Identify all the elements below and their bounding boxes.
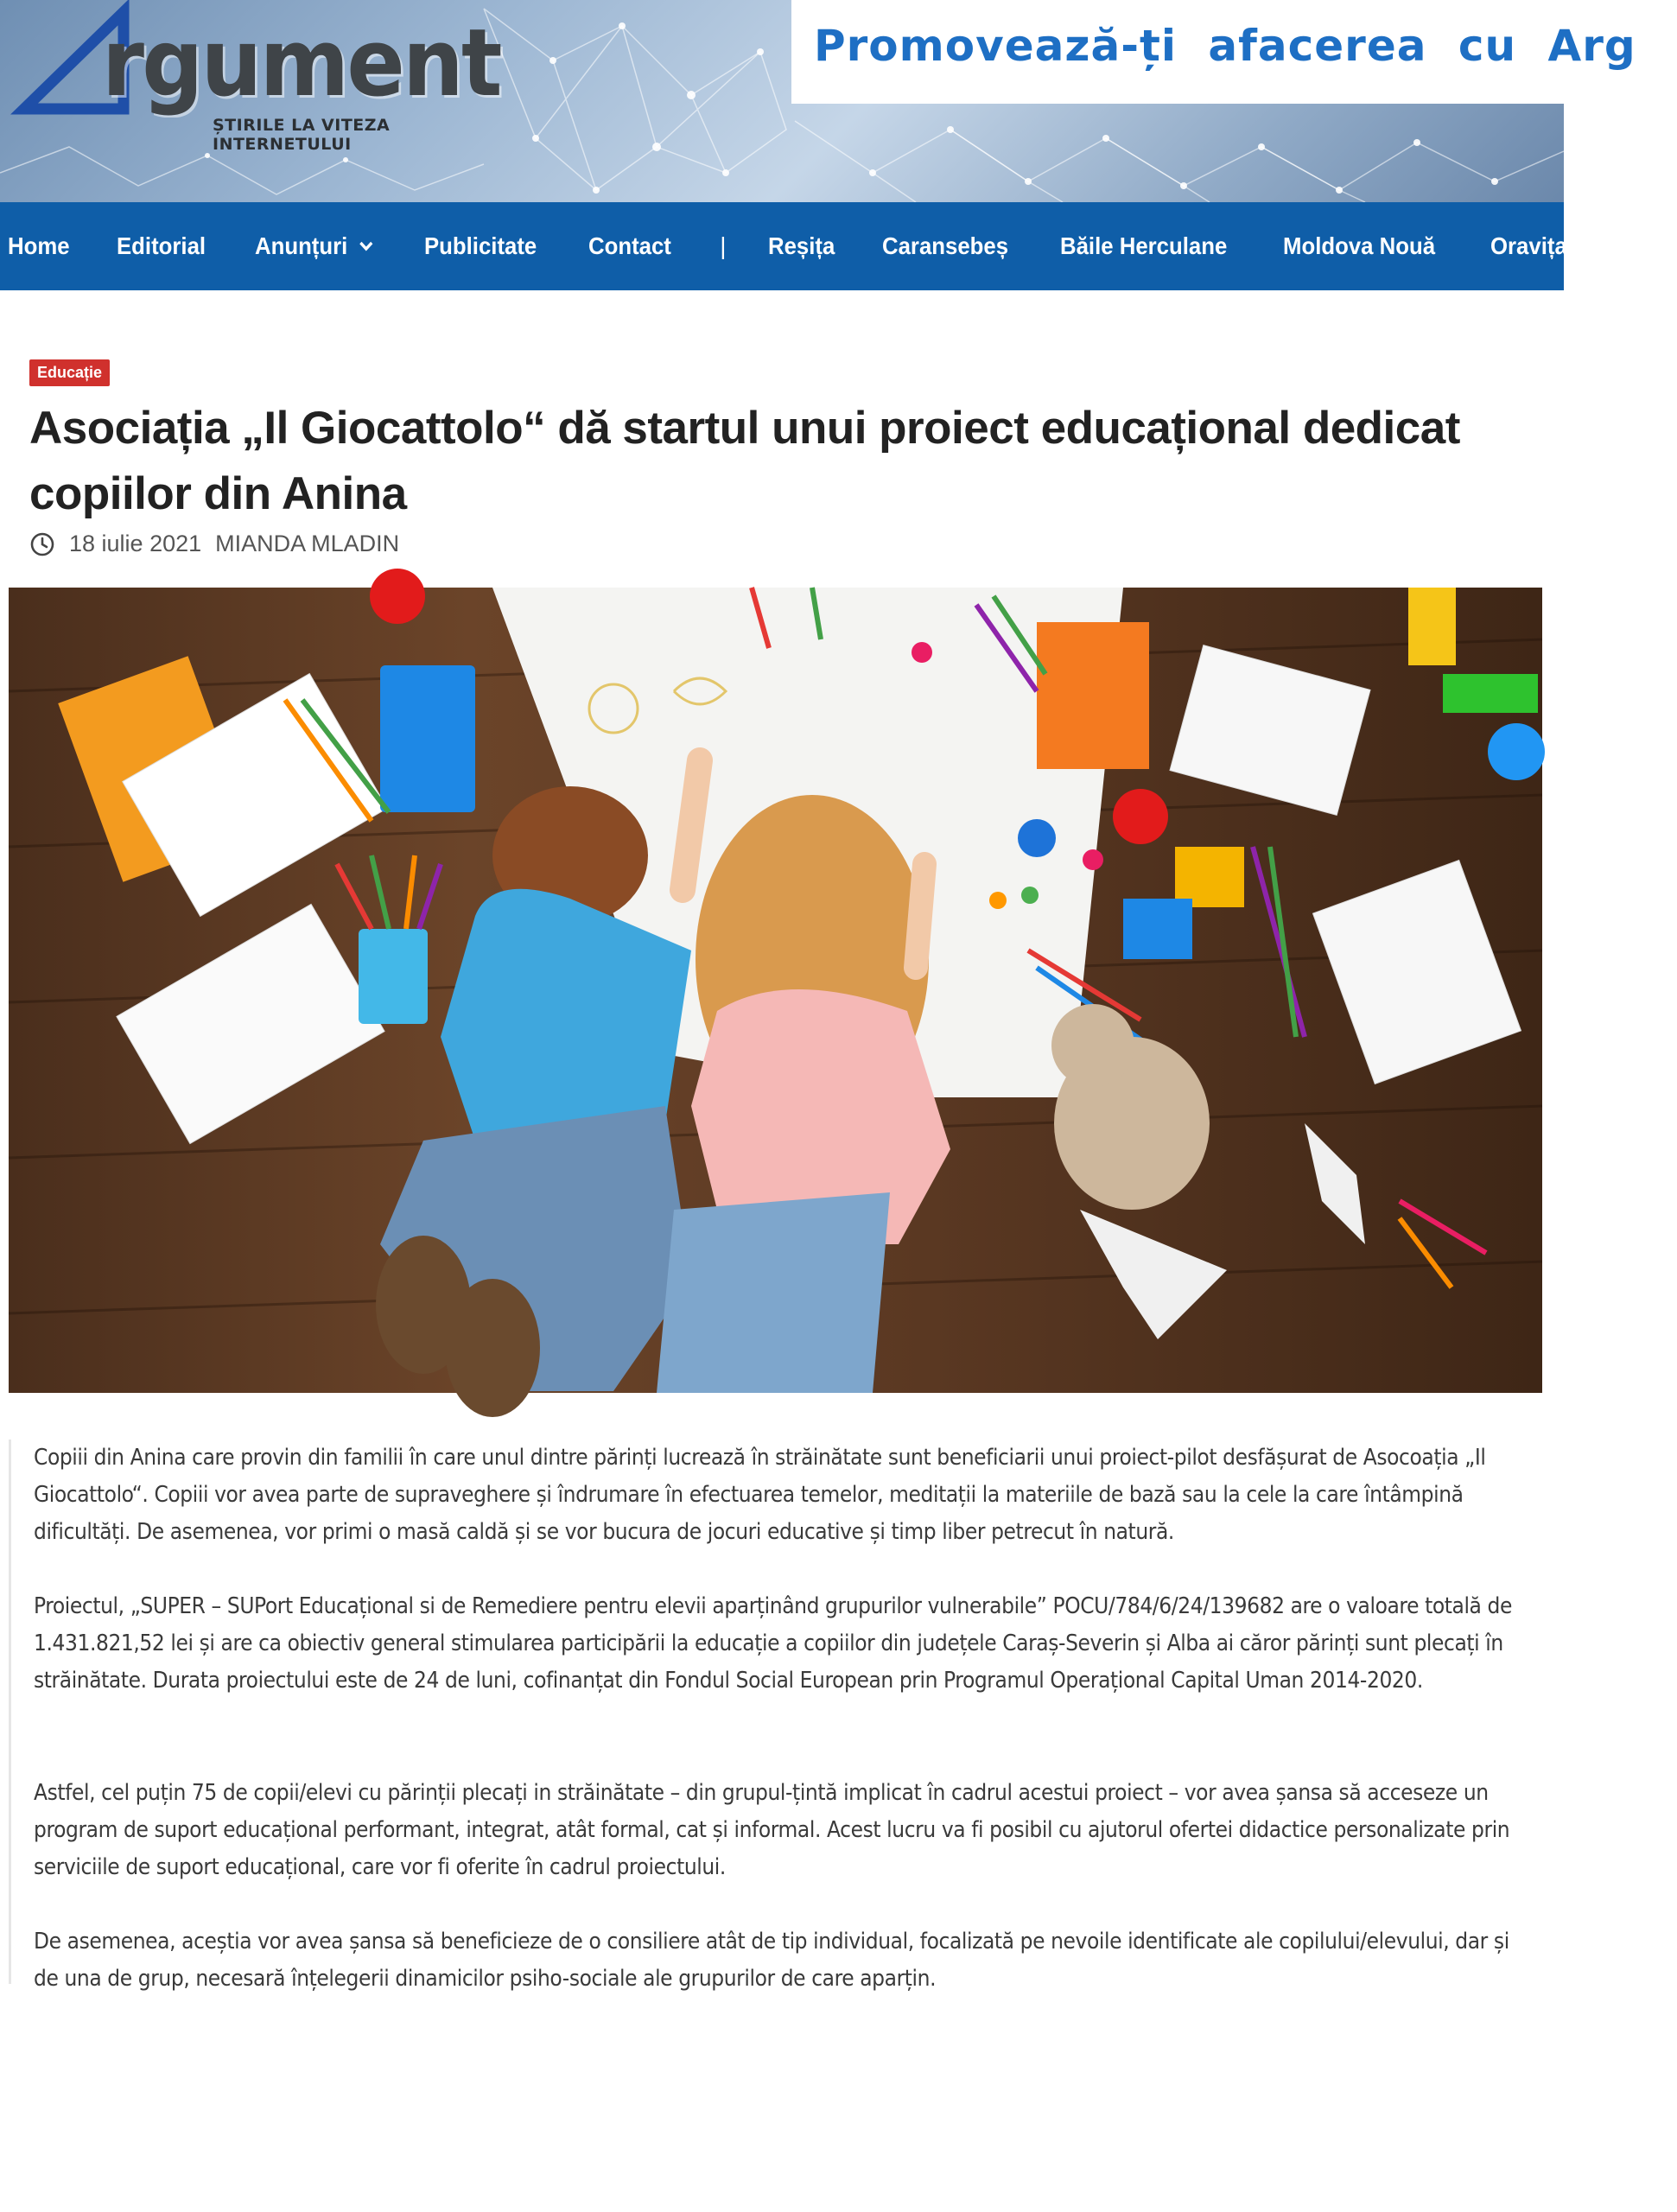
nav-item-anina[interactable]: Anina <box>1615 232 1677 259</box>
nav-separator: | <box>720 232 727 259</box>
article-paragraph-2: Proiectul, „SUPER – SUPort Educațional si de Remediere pentru elevii aparținând grupurilor vulnerabile” POCU/784/6/24/139682 are o valoare totală de 1.431.821,52 lei și are ca obiectiv general stimularea participării la educație a copiilor din județele Caraș-Severin și Alba ai căror părinți sunt plecați în străinătate. Durata proiectului este de 24 de luni, cofinanțat din Fondul Social European prin Programul Operațional Capital Uman 2014-2020. <box>34 1593 1512 1694</box>
nav-item-anunturi-label: Anunțuri <box>254 232 348 259</box>
logo-tagline: ȘTIRILE LA VITEZA INTERNETULUI <box>213 116 391 154</box>
nav-item-oravita[interactable]: Oravița <box>1490 232 1567 259</box>
nav-item-anunturi[interactable] <box>255 232 373 260</box>
site-header <box>0 0 1636 202</box>
article-hero-image <box>9 588 1542 1393</box>
main-navigation <box>0 202 1677 290</box>
site-logo[interactable] <box>16 5 500 154</box>
article-body <box>9 1440 1542 1992</box>
post-author[interactable]: MIANDA MLADIN <box>215 531 400 556</box>
article-paragraph-4: De asemenea, aceștia vor avea șansa să beneficieze de o consiliere atât de tip individual, focalizată pe nevoile identificate ale copilului/elevului, dar și de una de grup, necesară înțelegerii dinamicilor psiho-sociale ale grupurilor de care aparțin. <box>34 1929 1509 1992</box>
hero-illustration <box>9 588 1542 1393</box>
nav-item-contact[interactable]: Contact <box>588 232 671 259</box>
nav-item-resita[interactable]: Reșița <box>767 232 835 259</box>
article-paragraph-1: Copiii din Anina care provin din familii în care unul dintre părinți lucrează în străinătate sunt beneficiarii unui proiect-pilot desfășurat de Asocoația „Il Giocattolo“. Copiii vor avea parte de supraveghere și îndrumare în efectuarea temelor, meditații la materiile de bază sau la cele la care întâmpină dificultăți. De asemenea, vor primi o masă caldă și se vor bucura de jocuri educative și timp liber petrecut în natură. <box>34 1445 1486 1545</box>
ad-banner-text: Promovează-ți afacerea cu Arg <box>814 21 1636 71</box>
clock-icon <box>29 531 55 557</box>
logo-wordmark: rgument <box>102 10 500 118</box>
article <box>9 334 1542 1992</box>
nav-item-moldova-noua[interactable]: Moldova Nouă <box>1283 232 1436 259</box>
chevron-down-icon <box>359 237 373 257</box>
nav-item-baile-herculane[interactable]: Băile Herculane <box>1060 232 1228 259</box>
post-date[interactable]: 18 iulie 2021 <box>69 531 202 556</box>
nav-item-publicitate[interactable]: Publicitate <box>424 232 537 259</box>
nav-item-home[interactable]: Home <box>8 232 70 259</box>
post-meta <box>29 531 399 557</box>
article-paragraph-3: Astfel, cel puțin 75 de copii/elevi cu părinții plecați in străinătate – din grupul-țintă implicat în cadrul acestui proiect – vor avea șansa să acceseze un program de suport educațional performant, integrat, atât formal, cat și informal. Acest lucru va fi posibil cu ajutorul ofertei didactice personalizate prin serviciile de suport educațional, care vor fi oferite în cadrul proiectului. <box>34 1780 1510 1880</box>
article-title: Asociația „Il Giocattolo“ dă startul unui proiect educațional dedicat copiilor din Anina <box>29 403 1460 519</box>
ad-banner[interactable] <box>791 0 1636 104</box>
nav-item-caransebes[interactable]: Caransebeș <box>881 232 1008 259</box>
category-badge[interactable]: Educație <box>29 359 110 386</box>
nav-item-editorial[interactable]: Editorial <box>116 232 206 259</box>
